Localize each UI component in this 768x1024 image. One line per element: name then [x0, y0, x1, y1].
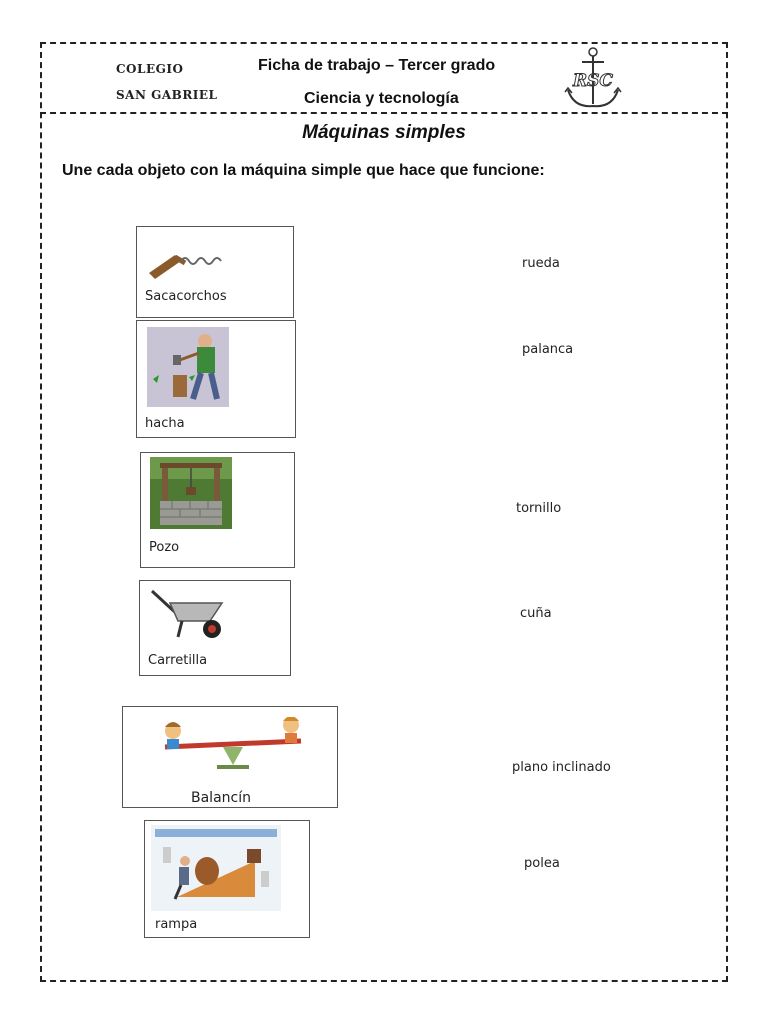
school-logo-anchor-icon [562, 46, 624, 112]
school-name-line1: COLEGIO [116, 62, 184, 76]
machine-option-palanca[interactable]: palanca [522, 342, 574, 357]
machine-option-rueda[interactable]: rueda [522, 256, 560, 271]
subject-title: Ciencia y tecnología [304, 90, 459, 107]
instruction-text: Une cada objeto con la máquina simple que hace que funcione: [62, 162, 545, 179]
object-card-pozo[interactable] [140, 452, 295, 568]
corkscrew-icon [145, 241, 225, 281]
object-card-sacacorchos[interactable] [136, 226, 294, 318]
page-title: Máquinas simples [302, 122, 466, 143]
axe-icon [147, 327, 229, 407]
object-card-rampa[interactable] [144, 820, 310, 938]
object-label: rampa [155, 917, 198, 932]
object-card-balancin[interactable] [122, 706, 338, 808]
school-name-line2: SAN GABRIEL [116, 88, 218, 102]
header-divider [40, 112, 728, 114]
machine-option-tornillo[interactable]: tornillo [516, 501, 562, 516]
object-label: Balancín [191, 790, 251, 806]
machine-option-polea[interactable]: polea [524, 856, 560, 871]
seesaw-icon [153, 717, 313, 777]
object-card-hacha[interactable] [136, 320, 296, 438]
object-label: Sacacorchos [145, 289, 227, 304]
svg-text:RSC: RSC [573, 71, 613, 91]
object-label: Carretilla [148, 653, 208, 668]
object-label: Pozo [149, 540, 180, 555]
machine-option-plano-inclinado[interactable]: plano inclinado [512, 760, 611, 775]
object-card-carretilla[interactable] [139, 580, 291, 676]
object-label: hacha [145, 416, 185, 431]
worksheet-title: Ficha de trabajo – Tercer grado [258, 57, 496, 74]
machine-option-cuna[interactable]: cuña [520, 606, 552, 621]
well-icon [150, 457, 232, 529]
wheelbarrow-icon [148, 585, 230, 645]
ramp-icon [151, 825, 281, 911]
